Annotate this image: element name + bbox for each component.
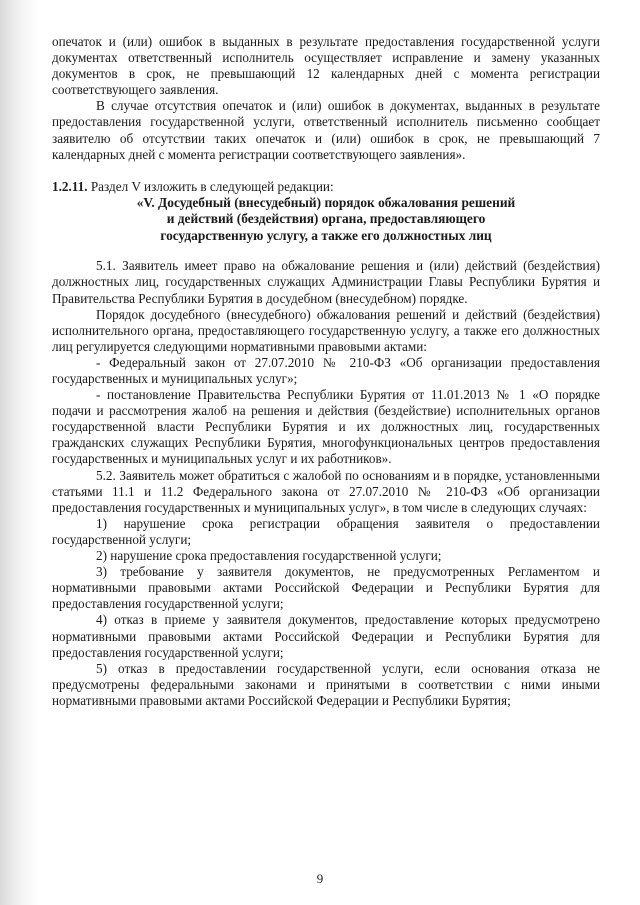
section-number: 1.2.11.	[52, 178, 88, 194]
heading-line: «V. Досудебный (внесудебный) порядок обжалования решений	[136, 194, 516, 210]
section-heading	[52, 195, 600, 245]
document-body	[52, 34, 600, 709]
paragraph: В случае отсутствия опечаток и (или) ошибок в документах, выданных в результате предоставления государственной услуги, ответственный исполнитель письменно сообщает заявителю об отсутствии таких опечаток и (или) ошибок в срок, не превышающий 7 календарных дней с момента регистрации соответствующего заявления».	[52, 98, 600, 162]
paragraph: Порядок досудебного (внесудебного) обжалования решений и действий (бездействия) исполнительного органа, предоставляющего государственную услугу, а также его должностных лиц регулируется следующими нормативными правовыми актами:	[52, 306, 600, 354]
list-item: - постановление Правительства Республики Бурятия от 11.01.2013 № 1 «О порядке подачи и рассмотрения жалоб на решения и действия (бездействие) исполнительных органов государственной власти Республики Бурятия и их должностных лиц, государственных гражданских служащих Республики Бурятия, многофункциональных центров предоставления государственных и муниципальных услуг и их работников».	[52, 387, 600, 467]
list-item: 1) нарушение срока регистрации обращения заявителя о предоставлении государственной услуги;	[52, 515, 600, 547]
list-item: 5) отказ в предоставлении государственной услуги, если основания отказа не предусмотрены федеральными законами и принятыми в соответствии с ними иными нормативными правовыми актами Российской Федерации и Республики Бурятия;	[52, 660, 600, 708]
paragraph-continuation: опечаток и (или) ошибок в выданных в результате предоставления государственной услуги документах ответственный исполнитель осуществляет исправление и замену указанных документов в срок, не превышающий 12 календарных дней с момента регистрации соответствующего заявления.	[52, 34, 600, 98]
list-item: 3) требование у заявителя документов, не предусмотренных Регламентом и нормативными правовыми актами Российской Федерации и Республики Бурятия для предоставления государственной услуги;	[52, 564, 600, 612]
section-instruction	[52, 179, 600, 195]
paragraph: 5.1. Заявитель имеет право на обжалование решения и (или) действий (бездействия) должностных лиц, государственных служащих Администрации Главы Республики Бурятия и Правительства Республики Бурятия в досудебном (внесудебном) порядке.	[52, 258, 600, 306]
heading-line: и действий (бездействия) органа, предоставляющего	[166, 211, 486, 227]
heading-line: государственную услугу, а также его должностных лиц	[160, 227, 492, 243]
list-item: 2) нарушение срока предоставления государственной услуги;	[96, 548, 442, 564]
section-text: Раздел V изложить в следующей редакции:	[87, 178, 334, 194]
page-number: 9	[316, 871, 324, 886]
paragraph: 5.2. Заявитель может обратиться с жалобой по основаниям и в порядке, установленными статьями 11.1 и 11.2 Федерального закона от 27.07.2010 № 210-ФЗ «Об организации предоставления государственных и муниципальных услуг», в том числе в следующих случаях:	[52, 467, 600, 515]
list-item: 4) отказ в приеме у заявителя документов, предоставление которых предусмотрено нормативными правовыми актами Российской Федерации и Республики Бурятия для предоставления государственной услуги;	[52, 612, 600, 660]
list-item: - Федеральный закон от 27.07.2010 № 210-ФЗ «Об организации предоставления государственных и муниципальных услуг»;	[52, 354, 600, 386]
